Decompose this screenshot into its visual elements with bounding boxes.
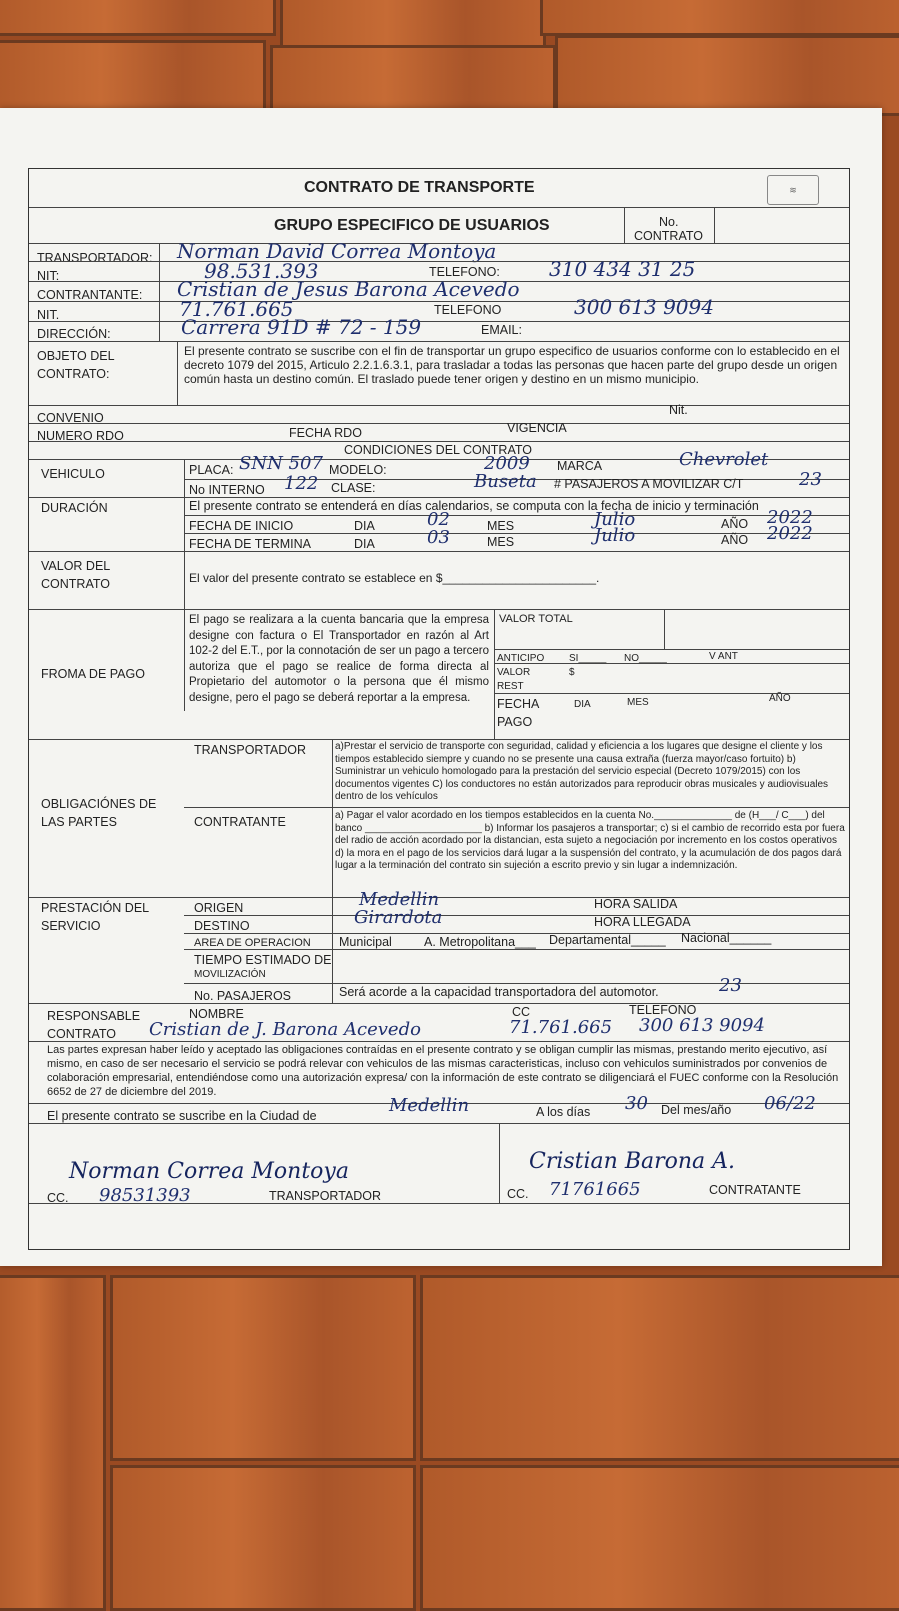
convenio-label: CONVENIO [37,411,104,425]
transportador-firma-label: TRANSPORTADOR [269,1189,382,1203]
termina-mes-value: Julio [594,525,636,546]
hora-salida-label: HORA SALIDA [594,897,678,911]
contratante-firma-label: CONTRATANTE [709,1183,801,1197]
destino-value: Girardota [354,907,443,928]
no-label: No. [659,215,679,229]
nit2-value: 71.761.665 [179,297,294,321]
firma-transportador: Norman Correa Montoya [69,1159,349,1184]
v-ant-label: V ANT [709,651,738,662]
fecha-pago-label: FECHA [497,697,540,711]
clausula-text: Las partes expresan haber leído y aceptado las obligaciones contraídas en el presente contrato y se obligan cumplir las mismas, prestando merito ejecutivo, así mismo, en caso de ser necesario el servicio se podrá relevar con vehiculos de las mismas caracteristicas, incluso con vehiculos suministrados por convenios de colaboración empresarial, entendiéndose como una autorización expresa/ con la información de este contrato se diligenciará el FUEC conforme con la Resolución 6652 de 27 de diciembre del 2019. [47,1044,839,1098]
destino-label: DESTINO [194,919,250,933]
telefono-resp-label: TELEFONO [629,1003,697,1017]
pago-text: El pago se realizara a la cuenta bancaria que la empresa designe con factura o El Transportador en razón al Art 102-2 del E.T., por la connotación de ser un pago a tercero autoriza que el pago se realice de forma directa al Propietario del automotor o la persona que él mismo designe, pero el pago se deberá reportar a la empresa. [189,614,489,704]
valor-label-2: CONTRATO [41,577,110,591]
termina-mes-label: MES [487,535,515,549]
responsable-telefono: 300 613 9094 [639,1015,765,1036]
dias-label: A los días [536,1105,591,1119]
obligacion-transportador-text: a)Prestar el servicio de transporte con seguridad, calidad y eficiencia a los lugares que designe el cliente y los tiempos establecido siempre y cuando no se presente una causa extraña (fuerza mayor/caso fortuito) b) Suministrar un vehiculo homologado para la prestación del servicio especial (Decreto 1079/2015) con los documentos vigentes C) los conductores no están autorizados para reproducir obras musicales y audiovisuales dentro de los vehículos [335,741,829,803]
telefono2-label: TELEFONO [434,303,502,317]
vehiculo-label: VEHICULO [41,467,105,481]
no-option-label: NO_____ [624,653,667,664]
pago-label: FROMA DE PAGO [41,667,145,681]
responsable-label-2: CONTRATO [47,1027,116,1041]
fecha-inicio-label: FECHA DE INICIO [189,519,294,533]
dias-value: 30 [625,1093,648,1114]
nit1-value: 98.531.393 [204,259,319,283]
tiempo-label-1: TIEMPO ESTIMADO DE [194,953,332,967]
municipal-option: Municipal [339,935,392,949]
obligacion-transportador-label: TRANSPORTADOR [194,743,307,757]
inicio-anio-label: AÑO [721,517,749,531]
cc1-value: 98531393 [99,1185,191,1206]
pasajeros-value: 23 [799,469,822,490]
metropolitana-option: A. Metropolitana___ [424,935,536,949]
placa-label: PLACA: [189,463,234,477]
inicio-anio-value: 2022 [767,507,813,528]
clase-label: CLASE: [331,481,376,495]
origen-label: ORIGEN [194,901,244,915]
duracion-text: El presente contrato se entenderá en días calendarios, se computa con la fecha de inicio y terminación [189,499,759,513]
prestacion-label-2: SERVICIO [41,919,101,933]
contratante-label: CONTRANTANTE: [37,288,143,302]
contract-paper [0,108,882,1266]
floor-tile [0,0,276,36]
pago-pago-label: PAGO [497,715,533,729]
floor-tile [555,35,899,116]
interno-value: 122 [284,473,319,494]
responsable-nombre: Cristian de J. Barona Acevedo [149,1019,421,1040]
suscripcion-text: El presente contrato se suscribe en la Ciudad de [47,1109,317,1123]
objeto-label-2: CONTRATO: [37,367,110,381]
marca-value: Chevrolet [679,449,769,470]
suscripcion-ciudad: Medellin [389,1095,470,1116]
si-label: SI_____ [569,653,607,664]
floor-tile [110,1275,416,1461]
fecha-termina-label: FECHA DE TERMINA [189,537,312,551]
termina-anio-label: AÑO [721,533,749,547]
email-label: EMAIL: [481,323,522,337]
numero-rdo-label: NUMERO RDO [37,429,124,443]
cc1-label: CC. [47,1191,69,1205]
floor-tile [420,1465,899,1611]
pasajeros-text: Será acorde a la capacidad transportadora del automotor. [339,985,659,999]
nit2-label: NIT. [37,308,60,322]
pasajeros-count: 23 [719,975,742,996]
telefono1-label: TELEFONO: [429,265,500,279]
tiempo-label-2: MOVILIZACIÓN [194,969,266,980]
firma-contratante: Cristian Barona A. [529,1149,736,1174]
origen-value: Medellin [359,889,440,910]
transportador-value: Norman David Correa Montoya [177,239,497,263]
anticipo-label: ANTICIPO [497,653,545,664]
modelo-value: 2009 [484,453,530,474]
nombre-label: NOMBRE [189,1007,244,1021]
obligaciones-label-2: LAS PARTES [41,815,117,829]
obligaciones-label-1: OBLIGACIÓNES DE [41,797,157,811]
telefono1-value: 310 434 31 25 [549,257,696,281]
vigencia-label: VIGENCIA [507,421,567,435]
rest-label: REST [497,681,524,692]
nacional-option: Nacional______ [681,931,772,945]
termina-dia-value: 03 [427,527,450,548]
floor-tile [0,1275,106,1611]
valor-label-1: VALOR DEL [41,559,111,573]
duracion-label: DURACIÓN [41,501,108,515]
inicio-dia-value: 02 [427,509,450,530]
hora-llegada-label: HORA LLEGADA [594,915,691,929]
responsable-cc: 71.761.665 [509,1017,613,1038]
objeto-label-1: OBJETO DEL [37,349,115,363]
direccion-label: DIRECCIÓN: [37,327,111,341]
telefono2-value: 300 613 9094 [574,295,714,319]
departamental-option: Departamental_____ [549,933,666,947]
contract-form [28,168,850,1250]
responsable-label-1: RESPONSABLE [47,1009,141,1023]
cc-label: CC [512,1005,531,1019]
pasajeros-label: # PASAJEROS A MOVILIZAR C/T [554,477,744,491]
pago-mes-label: MES [627,697,649,708]
no-pasajeros-label: No. PASAJEROS [194,989,292,1003]
floor-tile [0,40,266,116]
inicio-mes-value: Julio [594,509,636,530]
mes-anio-value: 06/22 [764,1093,816,1114]
clase-value: Buseta [474,471,537,492]
inicio-dia-label: DIA [354,519,375,533]
cc2-label: CC. [507,1187,529,1201]
floor-tile [110,1465,416,1611]
condiciones-title: CONDICIONES DEL CONTRATO [344,443,532,457]
contrato-number-label: CONTRATO [634,229,703,243]
pago-anio-label: AÑO [769,693,791,704]
form-subtitle: GRUPO ESPECIFICO DE USUARIOS [274,217,550,234]
placa-value: SNN 507 [239,453,323,474]
form-title: CONTRATO DE TRANSPORTE [304,179,535,196]
cc2-value: 71761665 [549,1179,641,1200]
area-operacion-label: AREA DE OPERACION [194,937,311,949]
obligacion-contratante-text: a) Pagar el valor acordado en los tiempos establecidos en la cuenta No.______________ de (H___/ C___) del banco _____________________ b) Informar los pasajeros a transportar; c) si el cambio de recorrido esta por fuera del radio de acción acordado por la distancian, esta sujeto a negociación por incremento en los costos operativos d) la mora en el pago de los servicios dará lugar a la suspensión del contrato, y la acumulación de dos pagos dará lugar a la terminación del contrato sin sujeción a escrito previo y sin lugar a indemnización. [335,810,845,872]
fecha-rdo-label: FECHA RDO [289,426,362,440]
valor-total-label: VALOR TOTAL [499,613,573,625]
dollar-sign: $ [569,667,575,678]
marca-label: MARCA [557,459,603,473]
modelo-label: MODELO: [329,463,387,477]
inicio-mes-label: MES [487,519,515,533]
floor-tile [420,1275,899,1461]
convenio-nit-label: Nit. [669,403,688,417]
direccion-value: Carrera 91D # 72 - 159 [181,315,422,339]
floor-tile [540,0,899,36]
obligacion-contratante-label: CONTRATANTE [194,815,286,829]
objeto-text: El presente contrato se suscribe con el fin de transportar un grupo especifico de usuarios conforme con lo establecido en el decreto 1079 del 2015, Articulo 2.2.1.6.3.1, para trasladar a todas las personas que hacen parte del grupo desde un origen común hasta un destino común. El traslado puede tener origen y destino en un mismo municipio. [184,344,840,386]
termina-anio-value: 2022 [767,523,813,544]
transportador-label: TRANSPORTADOR: [37,251,153,265]
prestacion-label-1: PRESTACIÓN DEL [41,901,150,915]
valor-rest-label: VALOR [497,667,531,678]
contratante-value: Cristian de Jesus Barona Acevedo [177,277,520,301]
termina-dia-label: DIA [354,537,375,551]
nit1-label: NIT: [37,269,60,283]
interno-label: No INTERNO [189,483,265,497]
pago-dia-label: DIA [574,699,591,710]
valor-text: El valor del presente contrato se establece en $_______________________. [189,571,600,585]
mes-anio-label: Del mes/año [661,1103,732,1117]
logo-icon: ≋ [767,175,819,205]
